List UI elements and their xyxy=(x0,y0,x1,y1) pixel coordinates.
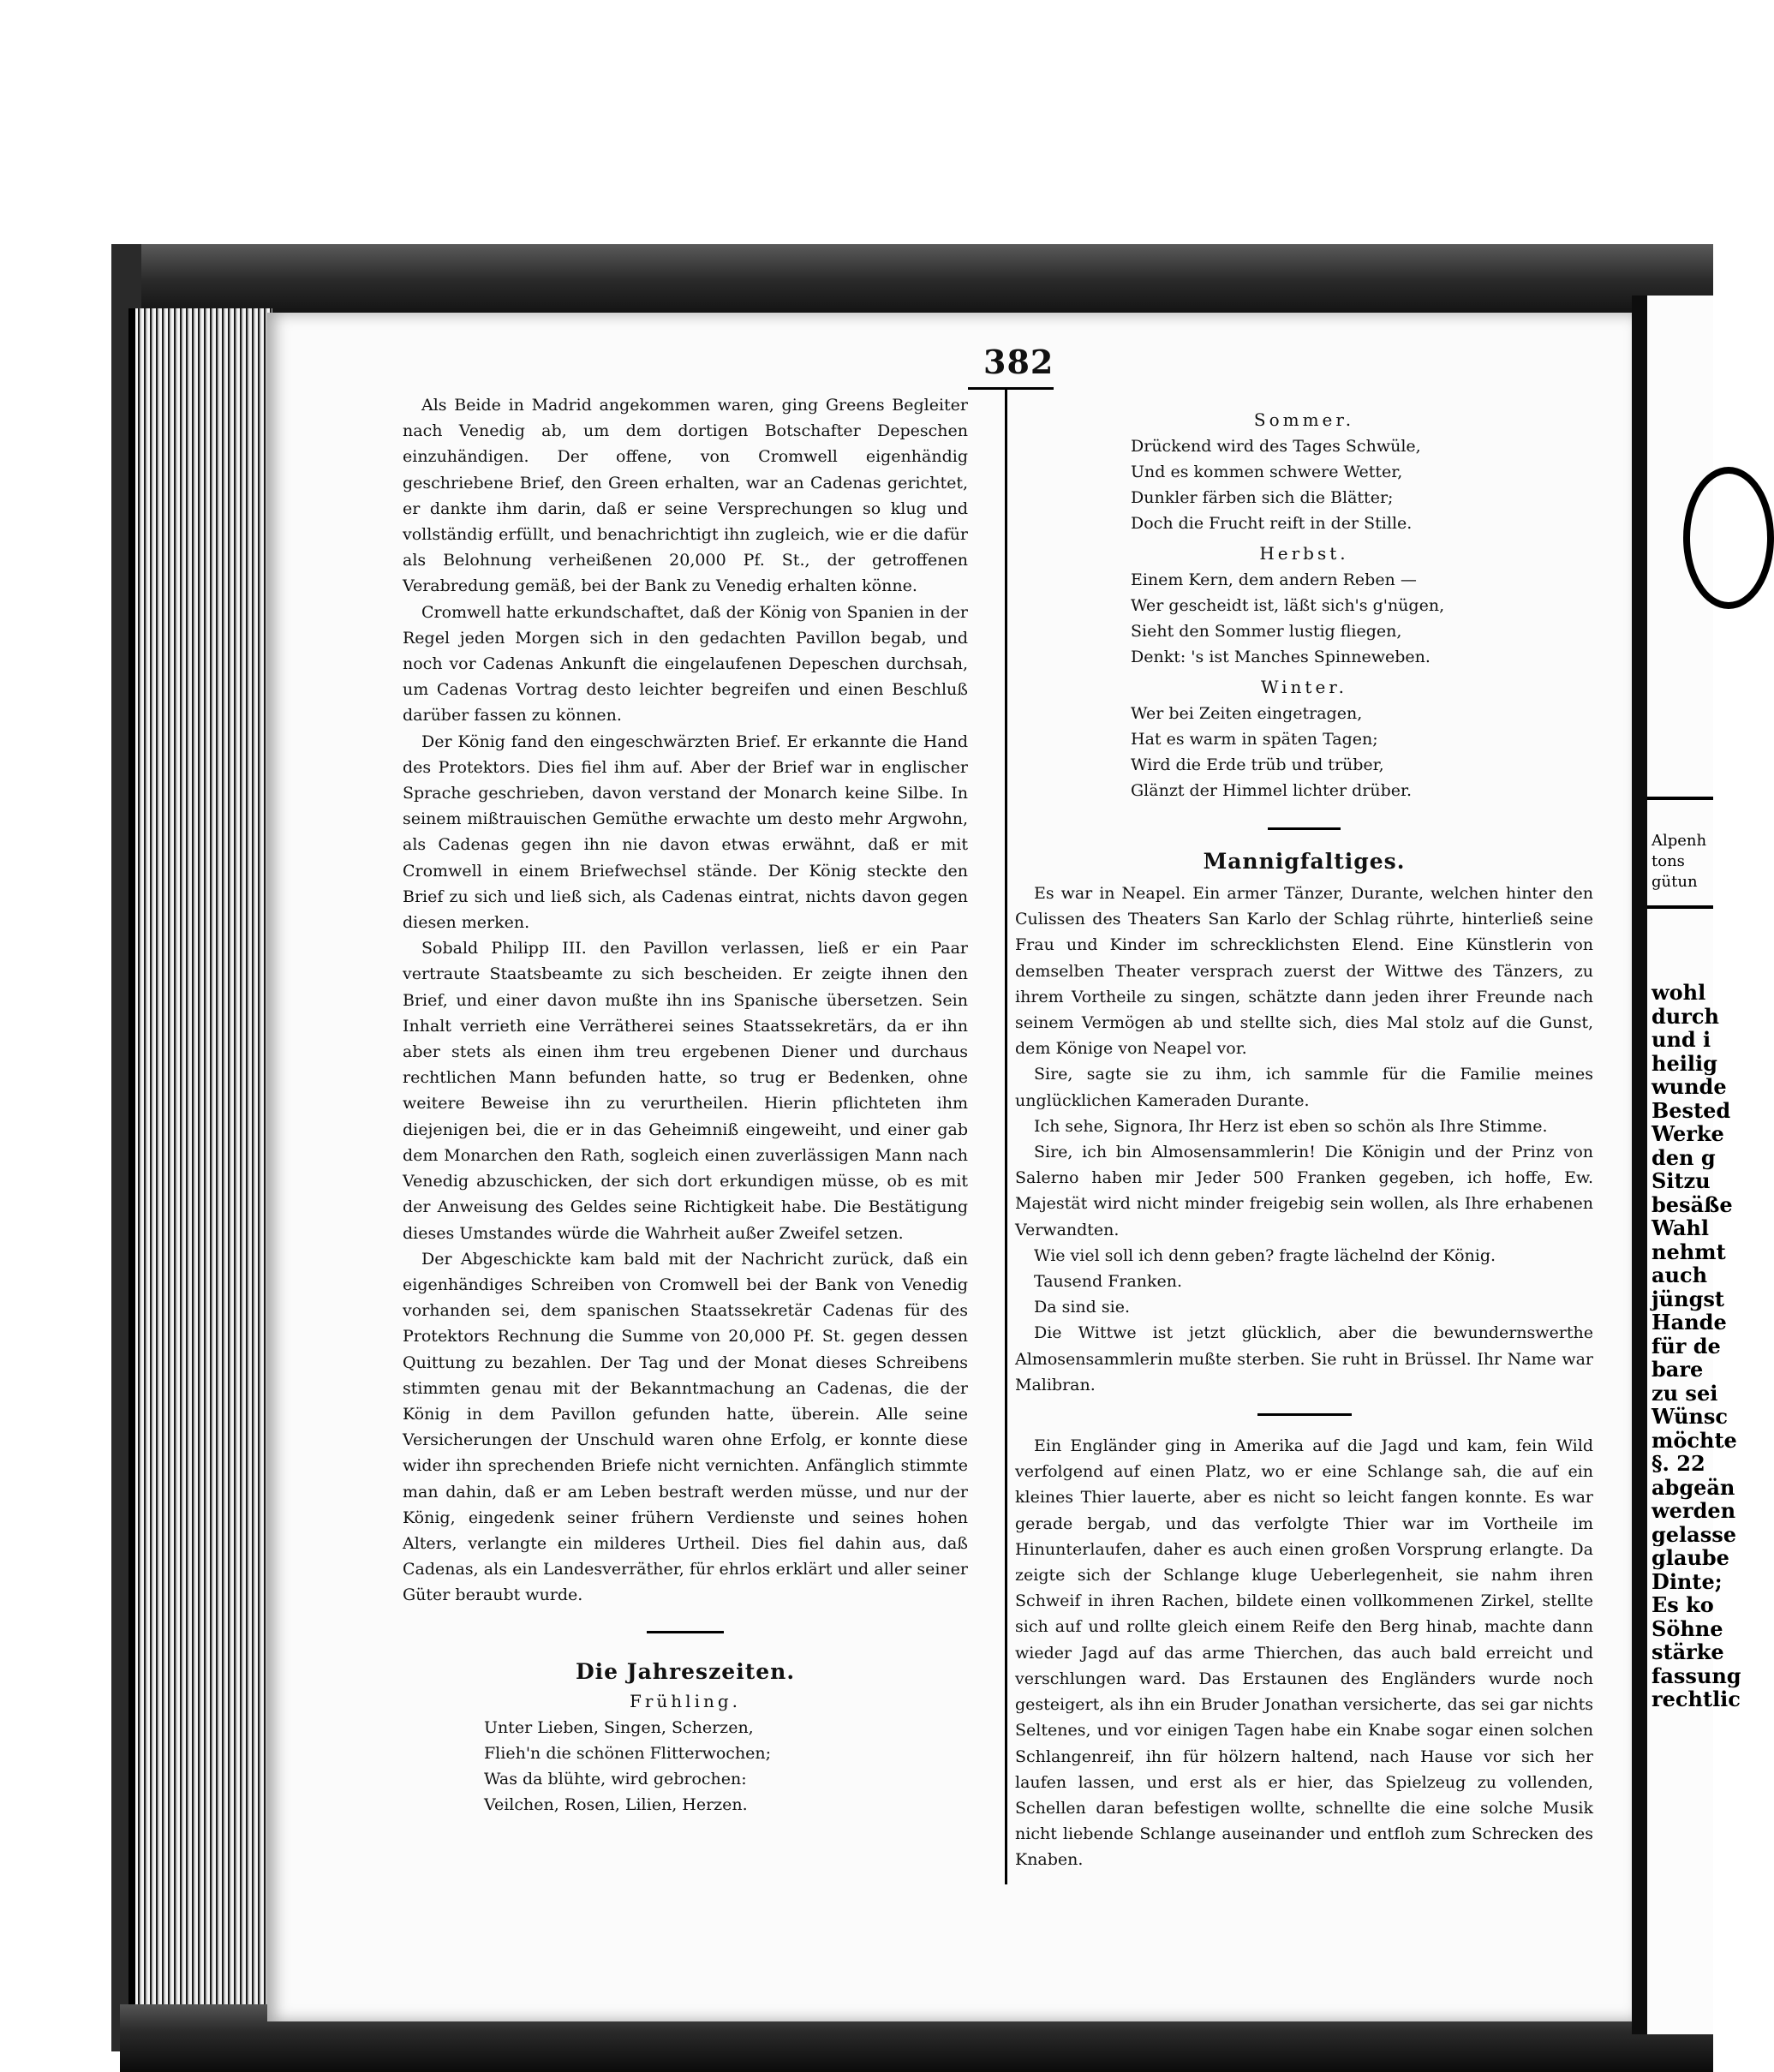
adjacent-page-word: abgeän xyxy=(1652,1474,1735,1500)
adjacent-page-word: für de xyxy=(1652,1333,1721,1358)
adjacent-page-word: den g xyxy=(1652,1144,1716,1170)
verse-line: Einem Kern, dem andern Reben — xyxy=(1131,570,1417,589)
verse-line: Hat es warm in späten Tagen; xyxy=(1131,730,1378,749)
paragraph: Sobald Philipp III. den Pavillon verlassen, ließ er ein Paar vertraute Staatsbeamte zu sich bescheiden. Er zeigte ihnen den Brief, und einer davon mußte ihn ins Spanische übersetzen. Sein Inhalt verrieth eine Verrätherei seines Staatssekretärs, da er ihn aber stets als einen ihm treu ergebenen Diener und durchaus rechtlichen Mann befunden hatte, so trug er Bedenken, ohne weitere Beweise ihn zu verurtheilen. Hierin pflichteten ihm diejenigen bei, die er in das Geheimniß eingeweiht, und einer gab dem Monarchen den Rath, sogleich einen zuverlässigen Mann nach Venedig abzuschicken, der sich dort erkundigen müsse, ob es mit der Anweisung des Geldes seine Richtigkeit habe. Die Bestätigung dieses Umstandes würde die Wahrheit außer Zweifel setzen. xyxy=(403,939,968,1243)
adjacent-page-line: gütun xyxy=(1652,873,1698,891)
section-title: Mannigfaltiges. xyxy=(1203,849,1406,874)
verse-line: Veilchen, Rosen, Lilien, Herzen. xyxy=(484,1794,748,1814)
adjacent-page-word: Söhne xyxy=(1652,1615,1723,1641)
adjacent-page-word: bare xyxy=(1652,1357,1704,1382)
verse-line: Und es kommen schwere Wetter, xyxy=(1131,463,1403,481)
season-title-winter: Winter. xyxy=(1260,677,1348,697)
adjacent-page-word: Hande xyxy=(1652,1310,1727,1335)
paragraph: Als Beide in Madrid angekommen waren, ging Greens Begleiter nach Venedig ab, um dem dortigen Botschafter Depeschen einzuhändigen. Der offene, von Cromwell eigenhändig geschriebene Brief, den Green erhalten, war an Cadenas gerichtet, er dankte ihm darin, daß er seine Versprechungen so klug und vollständig erfüllt, und benachrichtigt ihn zugleich, wie er die dafür als Belohnung verheißenen 20,000 Pf. St., der getroffenen Verabredung gemäß, bei der Bank zu Venedig erhalten könne. xyxy=(403,396,968,596)
adjacent-page-word: nehmt xyxy=(1652,1239,1726,1264)
adjacent-page-word: wunde xyxy=(1652,1074,1727,1099)
adjacent-page-word: und i xyxy=(1652,1027,1711,1052)
paragraph: Tausend Franken. xyxy=(1034,1272,1183,1292)
paragraph: Sire, ich bin Almosensammlerin! Die Königin und der Prinz von Salerno haben mir Jeder 500 Franken gegeben, ich hoffe, Ew. Majestät wird nicht minder freigebig sein wollen, als Ihre erhabenen Verwandten. xyxy=(1015,1143,1593,1239)
verse-spring xyxy=(484,1715,968,1818)
book-gutter xyxy=(1632,296,1647,2034)
adjacent-page-word: gelasse xyxy=(1652,1521,1737,1547)
verse-line: Denkt: 's ist Manches Spinneweben. xyxy=(1131,648,1431,666)
verse-line: Flieh'n die schönen Flitterwochen; xyxy=(484,1743,772,1763)
verse-line: Unter Lieben, Singen, Scherzen, xyxy=(484,1717,754,1737)
season-title-summer: Sommer. xyxy=(1253,409,1355,430)
adjacent-page-word: Bested xyxy=(1652,1097,1731,1123)
adjacent-page-word: Werke xyxy=(1652,1121,1724,1146)
season-title-autumn: Herbst. xyxy=(1259,543,1349,564)
verse-line: Glänzt der Himmel lichter drüber. xyxy=(1131,781,1413,800)
paragraph: Der König fand den eingeschwärzten Brief. Er erkannte die Hand des Protektors. Dies fiel ihm auf. Aber der Brief war in englischer Sprache geschrieben, davon verstand der Monarch keine Silbe. In seinem mißtrauischen Gemüthe erwachte um desto mehr Argwohn, als Cadenas gegen ihn nie davon etwas erwähnt, daß er mit Cromwell in einem Briefwechsel stände. Der König steckte den Brief zu sich und ließ sich, als Cadenas eintrat, nichts davon gegen diesen merken. xyxy=(403,731,968,933)
verse-winter xyxy=(1131,701,1593,803)
page-number-rule xyxy=(968,387,1054,390)
adjacent-page-fragment xyxy=(1647,296,1741,2034)
paragraph: Der Abgeschickte kam bald mit der Nachricht zurück, daß ein eigenhändiges Schreiben von Cromwell bei der Bank von Venedig vorhanden sei, dem spanischen Staatssekretär Cadenas für des Protektors Rechnung die Summe von 20,000 Pf. St. gegen dessen Quittung zu bezahlen. Der Tag und der Monat dieses Schreibens stimmten genau mit der Bekanntmachung an Cadenas, die der König in dem Pavillon gefunden hatte, überein. Alle seine Versicherungen der Unschuld waren ohne Erfolg, er konnte diese wider ihn sprechenden Briefe nicht vernichten. Anfänglich stimmte man dahin, daß er am Leben bestraft werden müsse, und nur der König, eingedenk seiner frühern Verdienste und seines hohen Alters, verlangte ein milderes Urtheil. Dies fiel dahin aus, daß Cadenas, als ein Landesverräther, für ehrlos erklärt und aller seiner Güter beraubt wurde. xyxy=(403,1249,968,1605)
section-rule xyxy=(1257,1413,1352,1416)
book-page-edges xyxy=(128,308,272,2030)
adjacent-page-word: durch xyxy=(1652,1003,1719,1029)
adjacent-page-word: stärke xyxy=(1652,1639,1724,1664)
page-number: 382 xyxy=(983,343,1054,381)
verse-summer xyxy=(1131,433,1593,536)
adjacent-page-rule xyxy=(1647,905,1713,909)
adjacent-page-word: besäße xyxy=(1652,1191,1733,1217)
verse-line: Doch die Frucht reift in der Stille. xyxy=(1131,514,1413,533)
column-divider xyxy=(1005,390,1007,1884)
adjacent-page-word: Dinte; xyxy=(1652,1568,1723,1594)
adjacent-page-word: auch xyxy=(1652,1263,1708,1287)
verse-line: Wird die Erde trüb und trüber, xyxy=(1131,755,1384,774)
paragraph: Sire, sagte sie zu ihm, ich sammle für die Familie meines unglücklichen Kameraden Durante. xyxy=(1015,1065,1593,1110)
adjacent-page-word: Wahl xyxy=(1652,1215,1709,1240)
verse-line: Sieht den Sommer lustig fliegen, xyxy=(1131,622,1402,641)
adjacent-page-word: glaube xyxy=(1652,1545,1729,1570)
adjacent-page-word: fassung xyxy=(1652,1663,1741,1688)
verse-line: Was da blühte, wird gebrochen: xyxy=(484,1769,747,1788)
paragraph: Ein Engländer ging in Amerika auf die Jagd und kam, fein Wild verfolgend auf einen Platz, wo er eine Schlange sah, die auf ein kleines Thier lauerte, aber es nicht so leicht fangen konnte. Es war gerade bergab, und das verfolgte Thier war im Vortheile im Hinunterlaufen, daher es auch einen großen Vorsprung erlangte. Da zeigte sich der Schlange kluge Ueberlegenheit, sie nahm ihren Schweif in ihren Rachen, bildete einen vollkommenen Zirkel, stellte sich auf und rollte gleich einem Reife den Berg hinab, machte dann wieder Jagd auf das arme Thierchen, das auch bald erreicht und verschlungen ward. Das Erstaunen des Engländers wurde noch gesteigert, als ihn ein Bruder Jonathan versicherte, das sei gar nichts Seltenes, und vor einigen Tagen habe ein Knabe sogar einen solchen Schlangenreif, ihn für hölzern haltend, nach Hause vor sich her laufen lassen, und erst als er hier, das Spielzeug zu vollenden, Schellen daran befestigen wollte, schnellte die eine solche Musik nicht liebende Schlange auseinander und entfloh zum Schrecken des Knaben. xyxy=(1015,1436,1593,1870)
verse-line: Wer bei Zeiten eingetragen, xyxy=(1131,704,1363,723)
paragraph: Es war in Neapel. Ein armer Tänzer, Durante, welchen hinter den Culissen des Theaters San Karlo der Schlag rührte, hinterließ seine Frau und Kinder im schrecklichsten Elend. Eine Künstlerin von demselben Theater versprach zuerst der Wittwe des Tänzers, zu ihrem Vortheile zu singen, schätzte dann jeden ihrer Freunde nach seinem Vermögen ab und stellte sich, dies Mal stolz auf die Gunst, dem Könige von Neapel vor. xyxy=(1015,884,1593,1059)
adjacent-page-word: werden xyxy=(1652,1498,1736,1523)
paragraph: Ich sehe, Signora, Ihr Herz ist eben so schön als Ihre Stimme. xyxy=(1034,1116,1548,1136)
adjacent-page-line: Alpenh xyxy=(1652,832,1707,850)
adjacent-page-word: Wünsc xyxy=(1652,1404,1729,1429)
section-rule xyxy=(647,1631,724,1633)
paragraph: Da sind sie. xyxy=(1034,1298,1130,1317)
left-column xyxy=(403,392,968,1818)
paragraph: Die Wittwe ist jetzt glücklich, aber die bewundernswerthe Almosensammlerin mußte sterben. Sie ruht in Brüssel. Ihr Name war Malibran. xyxy=(1015,1323,1593,1394)
poem-title: Die Jahreszeiten. xyxy=(575,1658,796,1684)
right-column xyxy=(1015,409,1593,1873)
verse-autumn xyxy=(1131,567,1593,670)
adjacent-page-word: möchte xyxy=(1652,1427,1737,1453)
season-title-spring: Frühling. xyxy=(629,1690,742,1711)
adjacent-page-word: rechtlic xyxy=(1652,1687,1741,1711)
paragraph: Wie viel soll ich denn geben? fragte lächelnd der König. xyxy=(1034,1245,1496,1265)
adjacent-page-rule xyxy=(1647,797,1713,800)
section-rule xyxy=(1268,827,1341,830)
adjacent-page-word: jüngst xyxy=(1652,1286,1724,1311)
verse-line: Dunkler färben sich die Blätter; xyxy=(1131,488,1394,507)
scan-shadow-top xyxy=(120,244,1713,317)
verse-line: Drückend wird des Tages Schwüle, xyxy=(1131,437,1421,456)
paragraph: Cromwell hatte erkundschaftet, daß der König von Spanien in der Regel jeden Morgen sich in den gedachten Pavillon begab, und noch vor Cadenas Ankunft die eingelaufenen Depeschen durchsah, um Cadenas Vortrag desto leichter begreifen und einen Beschluß darüber fassen zu können. xyxy=(403,602,968,725)
adjacent-page-line: tons xyxy=(1652,852,1685,870)
verse-line: Wer gescheidt ist, läßt sich's g'nügen, xyxy=(1131,596,1445,615)
adjacent-page-word: wohl xyxy=(1652,980,1706,1005)
adjacent-page-word: zu sei xyxy=(1652,1380,1718,1406)
adjacent-page-word: §. 22 xyxy=(1652,1451,1705,1476)
adjacent-page-seal xyxy=(1683,467,1774,609)
adjacent-page-word: heilig xyxy=(1652,1050,1717,1076)
adjacent-page-word: Sitzu xyxy=(1652,1168,1711,1193)
adjacent-page-word: Es ko xyxy=(1652,1592,1714,1617)
